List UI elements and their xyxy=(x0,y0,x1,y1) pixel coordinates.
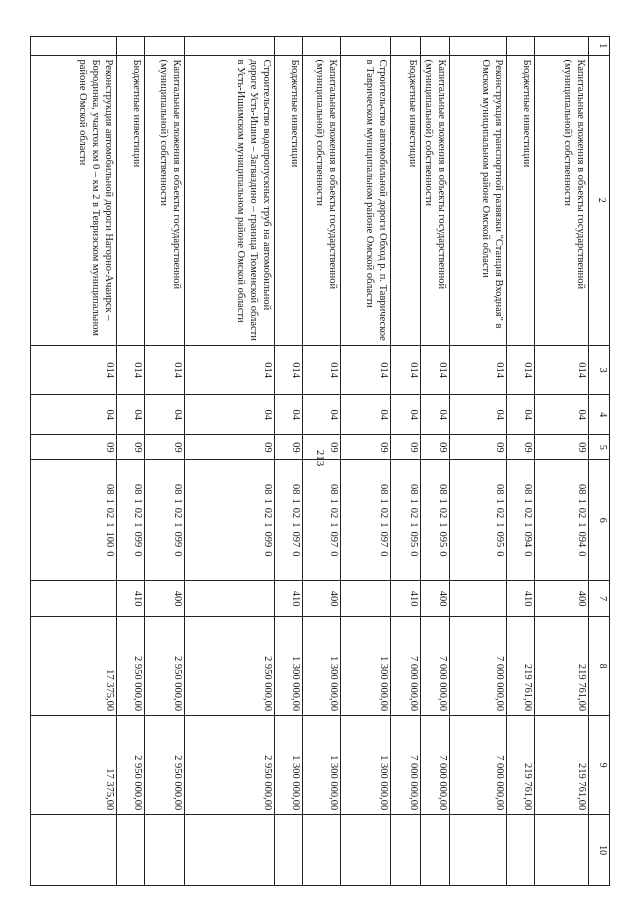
row-target-code xyxy=(275,460,303,581)
table-row xyxy=(535,37,589,886)
target-code-part: 099 xyxy=(132,531,143,548)
row-subsection: 09 xyxy=(391,435,421,460)
target-code-part: 02 xyxy=(132,507,143,519)
row-section: 04 xyxy=(391,395,421,435)
row-col-1 xyxy=(421,37,450,56)
row-col-10 xyxy=(275,815,303,886)
row-col-10 xyxy=(185,815,275,886)
target-code-part: 1 xyxy=(104,498,115,504)
table-row xyxy=(421,37,450,886)
row-col-1 xyxy=(507,37,535,56)
target-code-part: 02 xyxy=(328,507,339,519)
table-row xyxy=(303,37,341,886)
target-code-part: 095 xyxy=(408,531,419,548)
row-col-1 xyxy=(31,37,117,56)
row-name: Капитальные вложения в объекты государственной (муниципальной) собственности xyxy=(303,55,341,346)
row-col-1 xyxy=(117,37,145,56)
row-col-1 xyxy=(185,37,275,56)
header-col-6: 6 xyxy=(589,460,610,581)
row-section: 04 xyxy=(303,395,341,435)
row-expense-type xyxy=(185,581,275,617)
table-row xyxy=(185,37,275,886)
header-col-5: 5 xyxy=(589,435,610,460)
row-grbs: 014 xyxy=(185,346,275,395)
target-code-part: 08 xyxy=(172,484,183,495)
row-col-10 xyxy=(450,815,507,886)
target-code-part: 0 xyxy=(290,551,301,557)
row-section: 04 xyxy=(341,395,391,435)
budget-table xyxy=(30,36,610,886)
row-expense-type: 400 xyxy=(535,581,589,617)
row-subsection: 09 xyxy=(117,435,145,460)
row-col-1 xyxy=(145,37,185,56)
row-subsection: 09 xyxy=(535,435,589,460)
target-code-part: 0 xyxy=(494,551,505,557)
target-code-part: 08 xyxy=(262,484,273,495)
row-expense-type: 410 xyxy=(391,581,421,617)
header-col-7: 7 xyxy=(589,581,610,617)
target-code-part: 1 xyxy=(522,522,533,528)
row-amount-col-9: 7 000 000,00 xyxy=(421,716,450,815)
row-amount-col-8: 219 761,00 xyxy=(535,617,589,716)
target-code-part: 08 xyxy=(328,484,339,495)
row-amount-col-9: 1 300 000,00 xyxy=(303,716,341,815)
target-code-part: 094 xyxy=(576,531,587,548)
target-code-part: 1 xyxy=(290,522,301,528)
row-col-1 xyxy=(391,37,421,56)
header-col-2: 2 xyxy=(589,55,610,346)
target-code-part: 08 xyxy=(408,484,419,495)
row-subsection: 09 xyxy=(341,435,391,460)
target-code-part: 1 xyxy=(437,498,448,504)
row-grbs: 014 xyxy=(507,346,535,395)
target-code-part: 0 xyxy=(104,551,115,557)
target-code-part: 08 xyxy=(576,484,587,495)
row-amount-col-9: 219 761,00 xyxy=(507,716,535,815)
row-name: Бюджетные инвестиции xyxy=(117,55,145,346)
row-expense-type: 400 xyxy=(421,581,450,617)
row-target-code xyxy=(535,460,589,581)
table-row xyxy=(507,37,535,886)
row-col-10 xyxy=(341,815,391,886)
row-grbs: 014 xyxy=(391,346,421,395)
row-expense-type: 410 xyxy=(507,581,535,617)
target-code-part: 0 xyxy=(172,551,183,557)
row-amount-col-8: 17 375,00 xyxy=(31,617,117,716)
row-section: 04 xyxy=(117,395,145,435)
row-grbs: 014 xyxy=(535,346,589,395)
target-code-part: 1 xyxy=(378,498,389,504)
row-target-code xyxy=(145,460,185,581)
target-code-part: 1 xyxy=(408,498,419,504)
target-code-part: 02 xyxy=(576,507,587,519)
target-code-part: 1 xyxy=(522,498,533,504)
row-amount-col-8: 2 950 000,00 xyxy=(145,617,185,716)
target-code-part: 100 xyxy=(104,531,115,548)
row-target-code xyxy=(421,460,450,581)
row-subsection: 09 xyxy=(450,435,507,460)
row-section: 04 xyxy=(450,395,507,435)
row-expense-type xyxy=(341,581,391,617)
target-code-part: 02 xyxy=(104,507,115,519)
target-code-part: 02 xyxy=(290,507,301,519)
row-name: Капитальные вложения в объекты государственной (муниципальной) собственности xyxy=(145,55,185,346)
row-subsection: 09 xyxy=(507,435,535,460)
row-name: Бюджетные инвестиции xyxy=(507,55,535,346)
table-row xyxy=(31,37,117,886)
target-code-part: 1 xyxy=(328,498,339,504)
target-code-part: 08 xyxy=(104,484,115,495)
target-code-part: 0 xyxy=(576,551,587,557)
row-grbs: 014 xyxy=(31,346,117,395)
row-amount-col-9: 2 950 000,00 xyxy=(185,716,275,815)
target-code-part: 02 xyxy=(437,507,448,519)
target-code-part: 095 xyxy=(437,531,448,548)
target-code-part: 02 xyxy=(522,507,533,519)
target-code-part: 1 xyxy=(408,522,419,528)
target-code-part: 1 xyxy=(576,522,587,528)
row-amount-col-8: 1 300 000,00 xyxy=(303,617,341,716)
target-code-part: 08 xyxy=(290,484,301,495)
target-code-part: 1 xyxy=(576,498,587,504)
target-code-part: 1 xyxy=(132,522,143,528)
row-expense-type xyxy=(31,581,117,617)
target-code-part: 08 xyxy=(132,484,143,495)
row-target-code xyxy=(185,460,275,581)
target-code-part: 1 xyxy=(328,522,339,528)
row-col-1 xyxy=(450,37,507,56)
row-amount-col-9: 2 950 000,00 xyxy=(145,716,185,815)
target-code-part: 1 xyxy=(494,522,505,528)
row-name: Бюджетные инвестиции xyxy=(391,55,421,346)
budget-table-body xyxy=(31,37,610,886)
target-code-part: 094 xyxy=(522,531,533,548)
row-grbs: 014 xyxy=(145,346,185,395)
row-amount-col-9: 17 375,00 xyxy=(31,716,117,815)
row-name: Строительство водопропускных труб на автомобильной дороге Усть-Ишим – Загваздино – граница Тюменской области в Усть-Ишимском муниципальном районе Омской области xyxy=(185,55,275,346)
row-target-code xyxy=(31,460,117,581)
target-code-part: 02 xyxy=(262,507,273,519)
table-row xyxy=(450,37,507,886)
row-target-code xyxy=(507,460,535,581)
row-name: Реконструкция транспортной развязки "Станция Входная" в Омском муниципальном районе Омской области xyxy=(450,55,507,346)
target-code-part: 1 xyxy=(494,498,505,504)
row-amount-col-9: 2 950 000,00 xyxy=(117,716,145,815)
row-subsection: 09 xyxy=(31,435,117,460)
row-section: 04 xyxy=(145,395,185,435)
row-amount-col-9: 7 000 000,00 xyxy=(450,716,507,815)
row-col-1 xyxy=(341,37,391,56)
rotated-page xyxy=(50,36,610,886)
target-code-part: 099 xyxy=(262,531,273,548)
target-code-part: 0 xyxy=(328,551,339,557)
row-col-10 xyxy=(421,815,450,886)
row-name: Строительство автомобильной дороги Обход р. п. Таврическое в Таврическом муниципальном районе Омской области xyxy=(341,55,391,346)
row-col-10 xyxy=(303,815,341,886)
row-expense-type: 410 xyxy=(117,581,145,617)
row-section: 04 xyxy=(185,395,275,435)
row-name: Капитальные вложения в объекты государственной (муниципальной) собственности xyxy=(535,55,589,346)
row-col-10 xyxy=(31,815,117,886)
row-grbs: 014 xyxy=(117,346,145,395)
table-row xyxy=(275,37,303,886)
target-code-part: 0 xyxy=(378,551,389,557)
row-amount-col-8: 2 950 000,00 xyxy=(185,617,275,716)
row-amount-col-8: 7 000 000,00 xyxy=(450,617,507,716)
row-amount-col-9: 219 761,00 xyxy=(535,716,589,815)
header-row xyxy=(589,37,610,886)
header-col-9: 9 xyxy=(589,716,610,815)
row-expense-type: 410 xyxy=(275,581,303,617)
target-code-part: 097 xyxy=(378,531,389,548)
row-amount-col-8: 219 761,00 xyxy=(507,617,535,716)
target-code-part: 1 xyxy=(290,498,301,504)
row-section: 04 xyxy=(31,395,117,435)
row-amount-col-9: 7 000 000,00 xyxy=(391,716,421,815)
row-amount-col-8: 1 300 000,00 xyxy=(275,617,303,716)
row-col-1 xyxy=(275,37,303,56)
row-subsection: 09 xyxy=(275,435,303,460)
target-code-part: 095 xyxy=(494,531,505,548)
table-row xyxy=(145,37,185,886)
row-subsection: 09 xyxy=(303,435,341,460)
row-amount-col-8: 7 000 000,00 xyxy=(421,617,450,716)
target-code-part: 099 xyxy=(172,531,183,548)
header-col-1: 1 xyxy=(589,37,610,56)
target-code-part: 1 xyxy=(437,522,448,528)
table-row xyxy=(117,37,145,886)
target-code-part: 02 xyxy=(408,507,419,519)
target-code-part: 08 xyxy=(378,484,389,495)
row-col-10 xyxy=(535,815,589,886)
row-section: 04 xyxy=(421,395,450,435)
row-amount-col-9: 1 300 000,00 xyxy=(341,716,391,815)
row-target-code xyxy=(303,460,341,581)
target-code-part: 02 xyxy=(494,507,505,519)
table-row xyxy=(341,37,391,886)
target-code-part: 0 xyxy=(262,551,273,557)
target-code-part: 1 xyxy=(104,522,115,528)
header-col-10: 10 xyxy=(589,815,610,886)
target-code-part: 0 xyxy=(437,551,448,557)
target-code-part: 0 xyxy=(522,551,533,557)
row-amount-col-9: 1 300 000,00 xyxy=(275,716,303,815)
row-subsection: 09 xyxy=(421,435,450,460)
row-col-10 xyxy=(507,815,535,886)
target-code-part: 1 xyxy=(378,522,389,528)
target-code-part: 1 xyxy=(172,522,183,528)
row-col-1 xyxy=(303,37,341,56)
row-section: 04 xyxy=(507,395,535,435)
target-code-part: 1 xyxy=(172,498,183,504)
row-grbs: 014 xyxy=(341,346,391,395)
target-code-part: 02 xyxy=(378,507,389,519)
target-code-part: 08 xyxy=(494,484,505,495)
table-row xyxy=(391,37,421,886)
row-target-code xyxy=(391,460,421,581)
row-amount-col-8: 1 300 000,00 xyxy=(341,617,391,716)
row-expense-type: 400 xyxy=(303,581,341,617)
target-code-part: 097 xyxy=(290,531,301,548)
row-amount-col-8: 2 950 000,00 xyxy=(117,617,145,716)
row-col-1 xyxy=(535,37,589,56)
row-expense-type xyxy=(450,581,507,617)
row-section: 04 xyxy=(275,395,303,435)
header-col-4: 4 xyxy=(589,395,610,435)
header-col-8: 8 xyxy=(589,617,610,716)
row-name: Бюджетные инвестиции xyxy=(275,55,303,346)
row-expense-type: 400 xyxy=(145,581,185,617)
row-target-code xyxy=(450,460,507,581)
row-grbs: 014 xyxy=(450,346,507,395)
row-name: Капитальные вложения в объекты государственной (муниципальной) собственности xyxy=(421,55,450,346)
row-name: Реконструкция автомобильной дороги Нагорно-Ачаирск – Бородинка, участок км 0 – км 2 в Тевризском муниципальном районе Омской области xyxy=(31,55,117,346)
row-col-10 xyxy=(391,815,421,886)
row-subsection: 09 xyxy=(145,435,185,460)
target-code-part: 1 xyxy=(262,498,273,504)
row-grbs: 014 xyxy=(421,346,450,395)
target-code-part: 1 xyxy=(132,498,143,504)
target-code-part: 02 xyxy=(172,507,183,519)
row-grbs: 014 xyxy=(303,346,341,395)
page-number: 213 xyxy=(314,449,326,467)
row-amount-col-8: 7 000 000,00 xyxy=(391,617,421,716)
row-col-10 xyxy=(117,815,145,886)
row-grbs: 014 xyxy=(275,346,303,395)
target-code-part: 0 xyxy=(132,551,143,557)
target-code-part: 08 xyxy=(437,484,448,495)
target-code-part: 0 xyxy=(408,551,419,557)
row-section: 04 xyxy=(535,395,589,435)
target-code-part: 097 xyxy=(328,531,339,548)
row-target-code xyxy=(341,460,391,581)
row-target-code xyxy=(117,460,145,581)
target-code-part: 1 xyxy=(262,522,273,528)
header-col-3: 3 xyxy=(589,346,610,395)
row-col-10 xyxy=(145,815,185,886)
row-subsection: 09 xyxy=(185,435,275,460)
target-code-part: 08 xyxy=(522,484,533,495)
